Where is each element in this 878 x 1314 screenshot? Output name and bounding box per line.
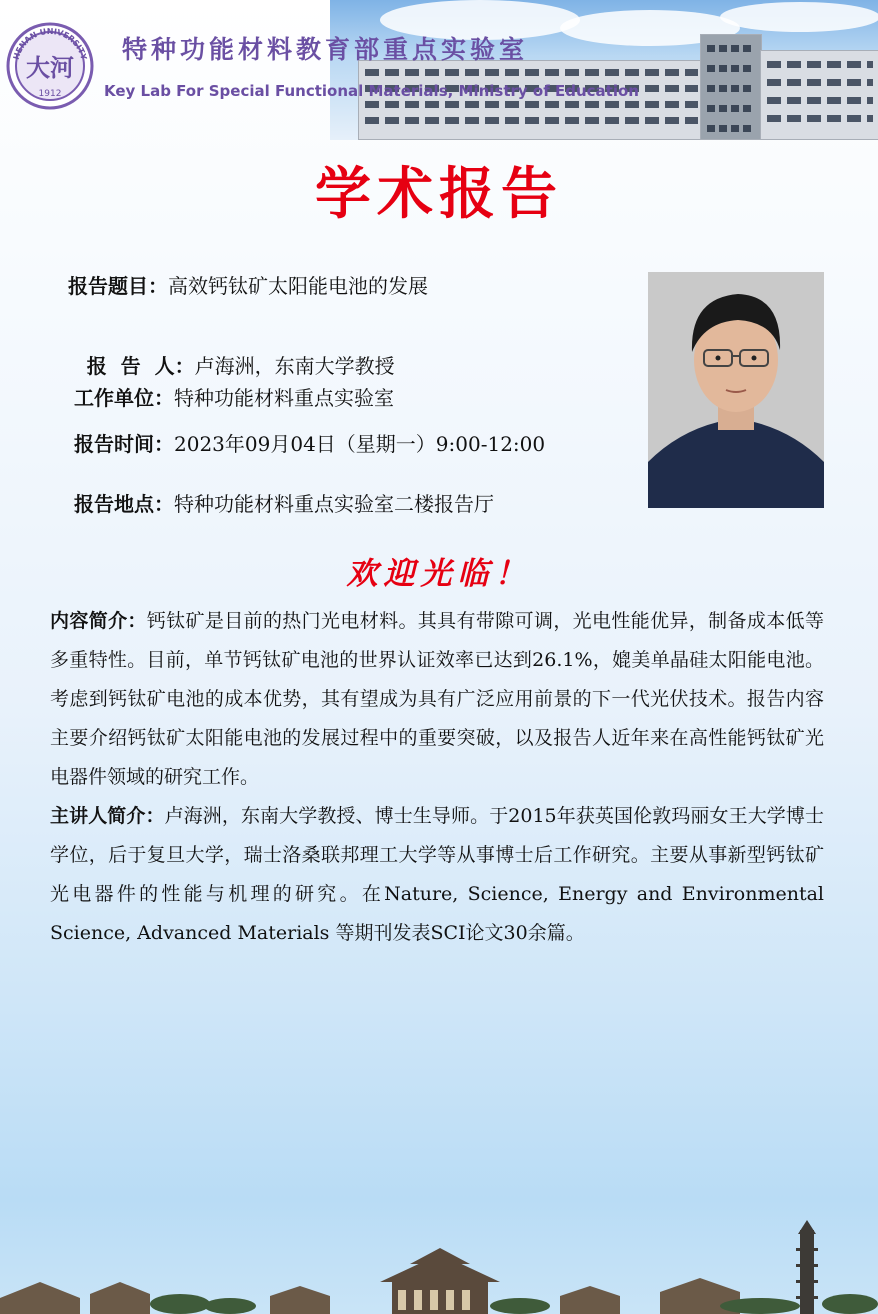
speaker-photo	[648, 272, 824, 508]
abstract-text: 钙钛矿是目前的热门光电材料。其具有带隙可调，光电性能优异，制备成本低等多重特性。目前，单节钙钛矿电池的世界认证效率已达到26.1%，媲美单晶硅太阳能电池。考虑到钙钛矿电池的成本优势，其有望成为具有广泛应用前景的下一代光伏技术。报告内容主要介绍钙钛矿太阳能电池的发展过程中的重要突破，以及报告人近年来在高性能钙钛矿光电器件领域的研究工作。	[50, 610, 824, 788]
abstract-section	[50, 602, 824, 797]
logo-year: 1912	[38, 89, 62, 99]
unit-value: 特种功能材料重点实验室	[174, 386, 394, 410]
logo-arc-text: HENAN UNIVERSITY	[11, 26, 89, 61]
campus-skyline	[0, 1220, 878, 1314]
building-right	[760, 50, 878, 140]
info-topic	[68, 270, 428, 299]
header-banner	[0, 0, 878, 140]
building-tower	[700, 34, 762, 140]
info-speaker	[74, 326, 395, 379]
lab-name-en: Key Lab For Special Functional Materials, Ministry of Education	[104, 82, 639, 100]
lab-name-cn: 特种功能材料教育部重点实验室	[122, 35, 529, 64]
info-time	[74, 428, 545, 457]
info-unit	[74, 382, 394, 411]
page-title: 学术报告	[315, 162, 563, 227]
bio-label: 主讲人简介：	[50, 805, 165, 827]
time-value: 2023年09月04日（星期一）9:00-12:00	[174, 432, 546, 456]
speaker-label: 报 告 人：	[86, 354, 195, 378]
place-label: 报告地点：	[74, 492, 174, 516]
welcome-text: 欢迎光临！	[346, 556, 532, 592]
topic-value: 高效钙钛矿太阳能电池的发展	[168, 274, 428, 298]
logo-center-text: 大河	[26, 53, 74, 82]
bio-text: 卢海洲，东南大学教授、博士生导师。于2015年获英国伦敦玛丽女王大学博士学位，后于复旦大学，瑞士洛桑联邦理工大学等从事博士后工作研究。主要从事新型钙钛矿光电器件的性能与机理的研究。在Nature, Science, Energy and Environmental Science, Advanced Materials 等期刊发表SCI论文30余篇。	[50, 805, 824, 944]
unit-label: 工作单位：	[74, 386, 174, 410]
bio-section	[50, 797, 824, 953]
building-left	[358, 60, 705, 140]
topic-label: 报告题目：	[68, 274, 168, 298]
henan-university-logo	[6, 22, 94, 110]
cloud	[720, 2, 878, 32]
speaker-value: 卢海洲，东南大学教授	[194, 354, 395, 378]
time-label: 报告时间：	[74, 432, 174, 456]
place-value: 特种功能材料重点实验室二楼报告厅	[174, 492, 494, 516]
info-place	[74, 488, 494, 517]
abstract-label: 内容简介：	[50, 610, 147, 632]
